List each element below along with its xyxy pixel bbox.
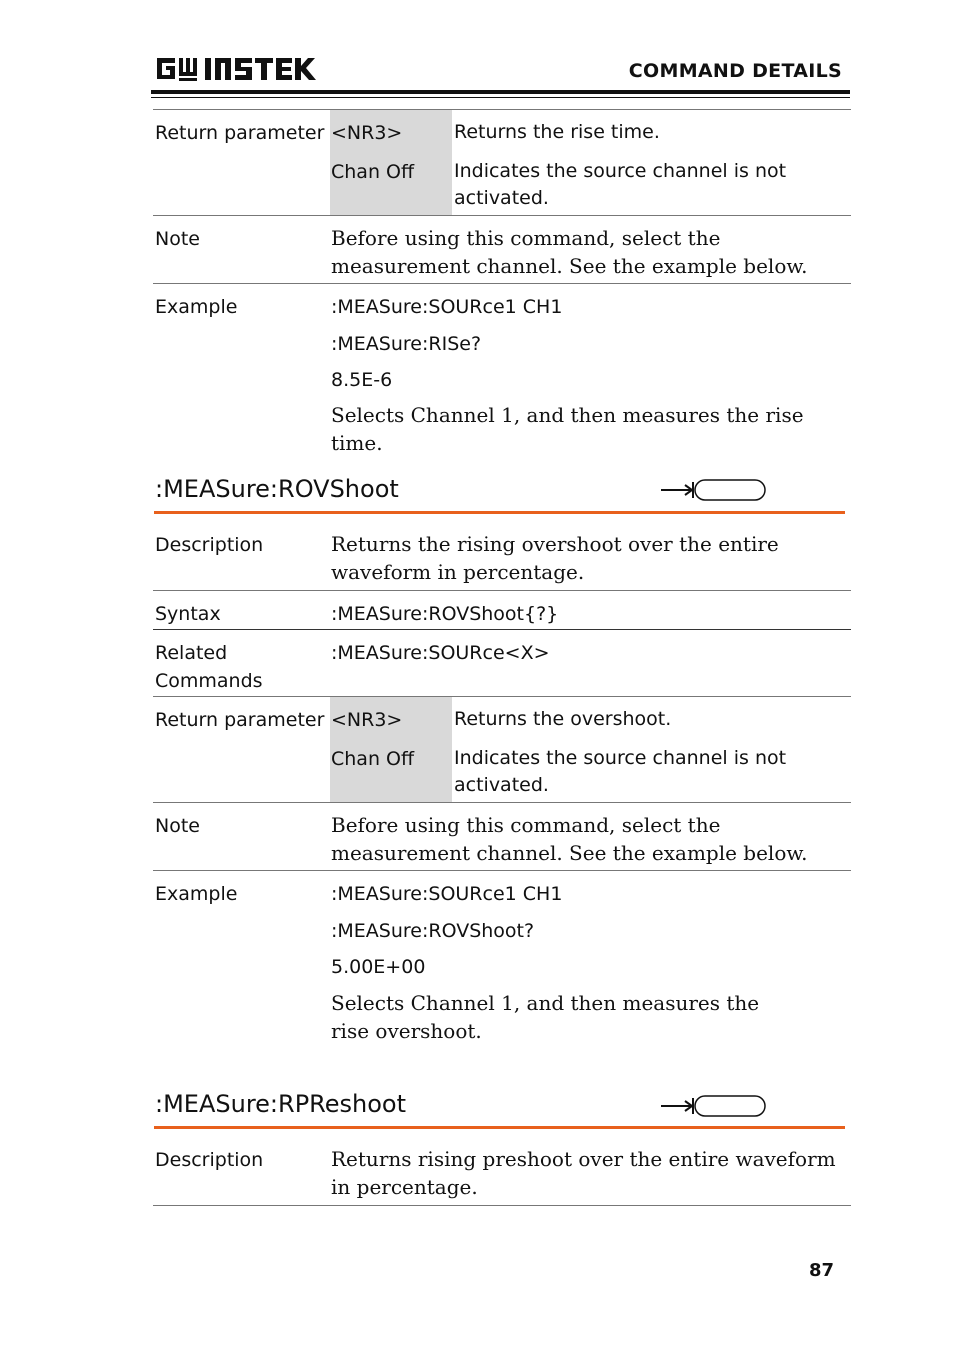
description-label: Description (155, 534, 264, 556)
return-parameter-label: Return parameter (155, 122, 325, 144)
return-desc: Indicates the source channel is not activated. (454, 747, 787, 796)
return-desc: Indicates the source channel is not activated. (454, 160, 787, 209)
return-parameter-label: Return parameter (155, 709, 325, 731)
return-code: <NR3> (331, 709, 403, 731)
example-response: 8.5E-6 (331, 369, 393, 391)
example-description: Selects Channel 1, and then measures the rise overshoot. (331, 991, 760, 1043)
description-label: Description (155, 1149, 264, 1171)
table-divider (153, 590, 851, 591)
note-text: Before using this command, select the measurement channel. See the example below. (331, 226, 808, 278)
syntax-text: :MEASure:ROVShoot{?} (331, 603, 559, 625)
section-accent-rule (154, 511, 845, 514)
table-divider (153, 283, 851, 284)
note-text: Before using this command, select the measurement channel. See the example below. (331, 813, 808, 865)
table-divider (153, 802, 851, 803)
section-title-rpreshoot: :MEASure:RPReshoot (155, 1090, 407, 1118)
header-rule-thin (151, 97, 850, 98)
example-command: :MEASure:ROVShoot? (331, 920, 535, 942)
note-label: Note (155, 815, 200, 837)
query-arrow-icon (661, 478, 767, 502)
query-arrow-icon (661, 1094, 767, 1118)
table-divider (153, 109, 851, 110)
related-command: :MEASure:SOURce<X> (331, 642, 550, 664)
related-label: Commands (155, 670, 263, 692)
header-rule-thick (151, 90, 850, 94)
return-desc: Returns the rise time. (454, 121, 660, 143)
return-code: Chan Off (331, 161, 415, 183)
return-code: <NR3> (331, 122, 403, 144)
description-text: Returns rising preshoot over the entire waveform in percentage. (331, 1147, 836, 1199)
section-accent-rule (154, 1126, 845, 1129)
section-title-rovshoot: :MEASure:ROVShoot (155, 475, 399, 503)
note-label: Note (155, 228, 200, 250)
example-label: Example (155, 296, 238, 318)
description-text: Returns the rising overshoot over the entire waveform in percentage. (331, 532, 779, 584)
gw-instek-logo (155, 54, 327, 84)
return-desc: Returns the overshoot. (454, 708, 672, 730)
example-label: Example (155, 883, 238, 905)
page-number: 87 (808, 1260, 834, 1281)
example-command: :MEASure:SOURce1 CH1 (331, 883, 563, 905)
example-description: Selects Channel 1, and then measures the rise time. (331, 403, 804, 455)
return-code: Chan Off (331, 748, 415, 770)
example-response: 5.00E+00 (331, 956, 426, 978)
table-divider (153, 1205, 851, 1206)
example-command: :MEASure:SOURce1 CH1 (331, 296, 563, 318)
table-divider (153, 696, 851, 697)
example-command: :MEASure:RISe? (331, 333, 482, 355)
table-divider (153, 629, 851, 630)
table-divider (153, 215, 851, 216)
syntax-label: Syntax (155, 603, 221, 625)
header-title: COMMAND DETAILS (628, 60, 842, 82)
related-label: Related (155, 642, 228, 664)
table-divider (153, 870, 851, 871)
